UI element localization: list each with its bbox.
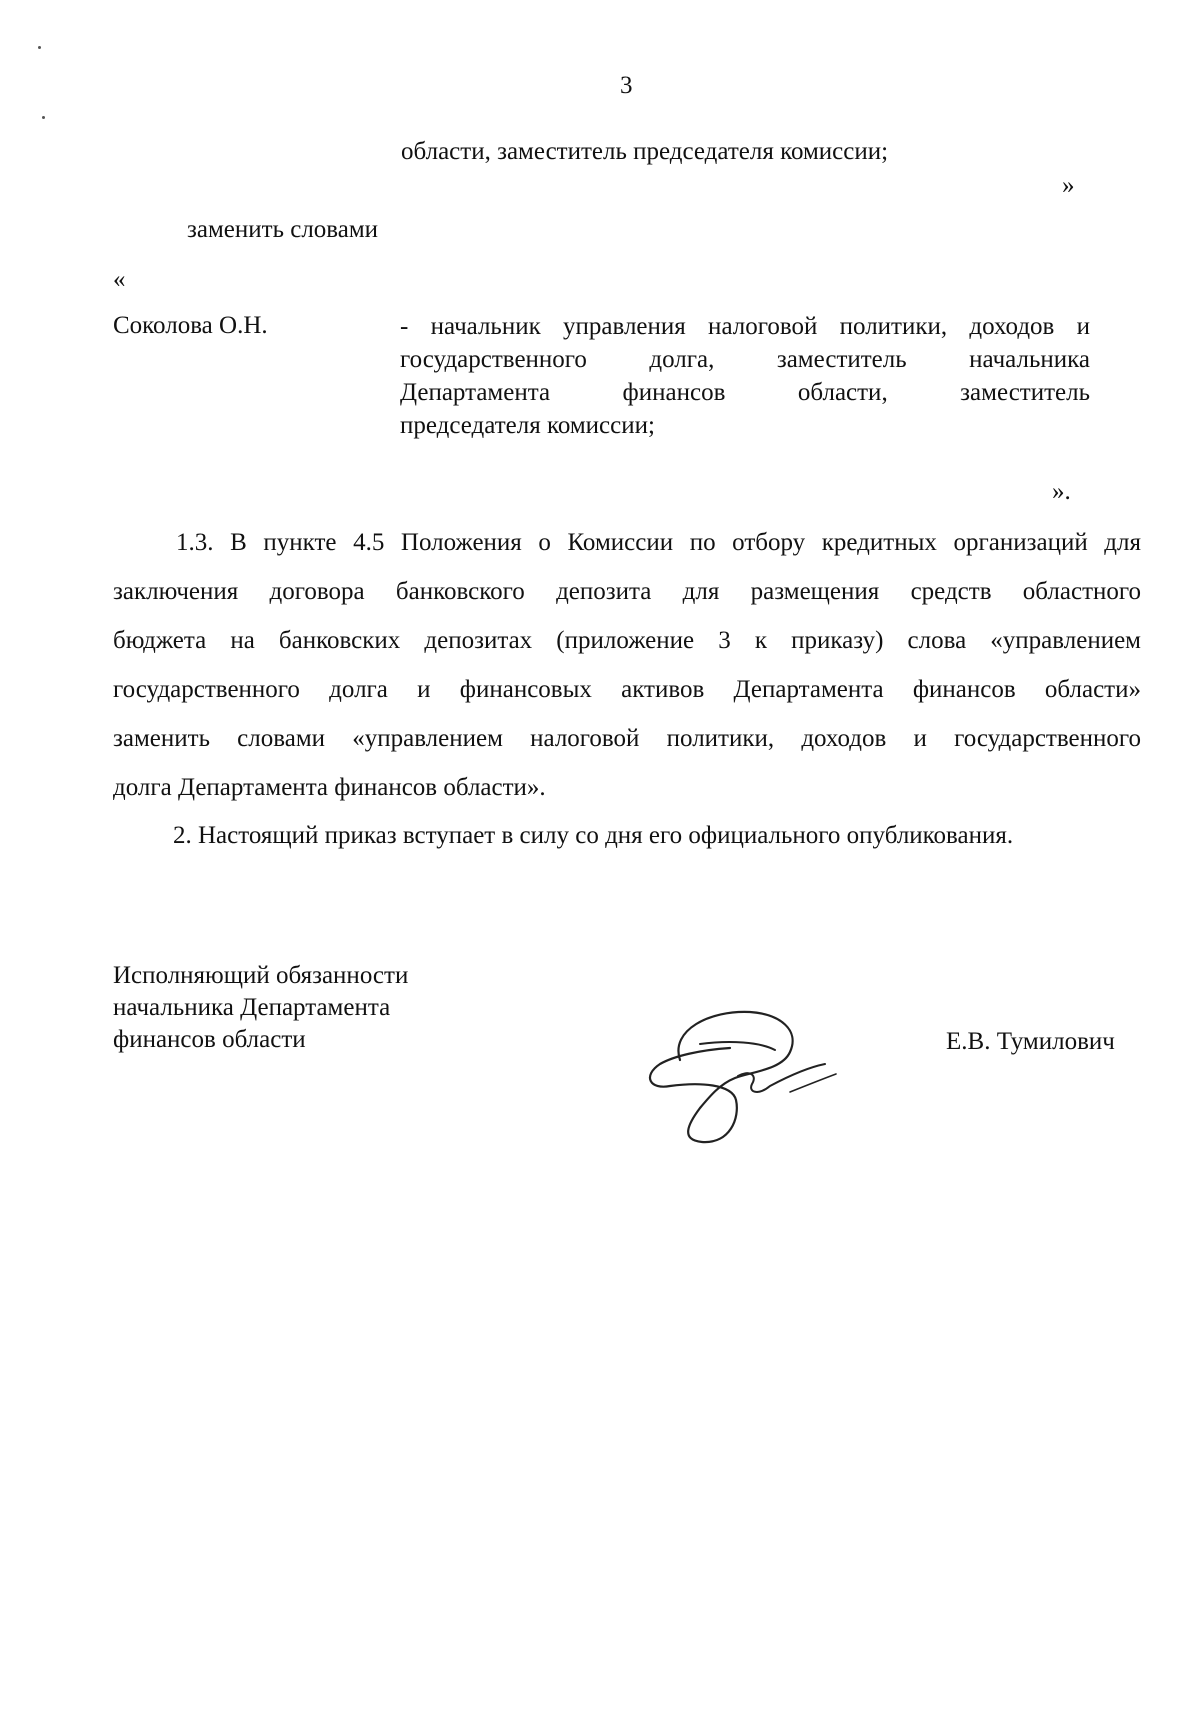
paragraph-line: заключения договора банковского депозита для размещения средств областного	[113, 578, 1141, 605]
member-description-line: председателя комиссии;	[400, 412, 655, 439]
signature-drawing	[640, 1000, 860, 1150]
position-line: Исполняющий обязанности	[113, 962, 409, 989]
page-number: 3	[620, 72, 633, 99]
member-description	[400, 310, 1090, 442]
paragraph-line: бюджета на банковских депозитах (приложение 3 к приказу) слова «управлением	[113, 627, 1141, 654]
paragraph-line: долга Департамента финансов области».	[113, 774, 546, 801]
position-line: начальника Департамента	[113, 994, 391, 1021]
member-description-line: государственного долга, заместитель начальника	[400, 346, 1090, 373]
signer-position	[113, 960, 408, 1056]
paragraph-1-3	[113, 518, 1141, 812]
member-close-quote: ».	[1052, 478, 1071, 505]
scan-speck	[38, 46, 41, 49]
paragraph-line: заменить словами «управлением налоговой политики, доходов и государственного	[113, 725, 1141, 752]
prev-text-line: области, заместитель председателя комиссии;	[401, 138, 889, 165]
paragraph-line: 1.3. В пункте 4.5 Положения о Комиссии по отбору кредитных организаций для	[176, 529, 1141, 556]
member-description-line: Департамента финансов области, заместитель	[400, 379, 1090, 406]
member-description-line: - начальник управления налоговой политики, доходов и	[400, 313, 1090, 340]
position-line: финансов области	[113, 1026, 306, 1053]
member-name: Соколова О.Н.	[113, 312, 268, 339]
paragraph-2: 2. Настоящий приказ вступает в силу со дня его официального опубликования.	[173, 822, 1014, 849]
handwritten-signature	[640, 1000, 860, 1150]
scan-speck	[42, 116, 45, 119]
signer-name: Е.В. Тумилович	[946, 1028, 1115, 1055]
replace-intro: заменить словами	[187, 216, 379, 243]
open-quote: «	[113, 266, 126, 293]
paragraph-line: государственного долга и финансовых активов Департамента финансов области»	[113, 676, 1141, 703]
close-quote: »	[1062, 172, 1075, 199]
